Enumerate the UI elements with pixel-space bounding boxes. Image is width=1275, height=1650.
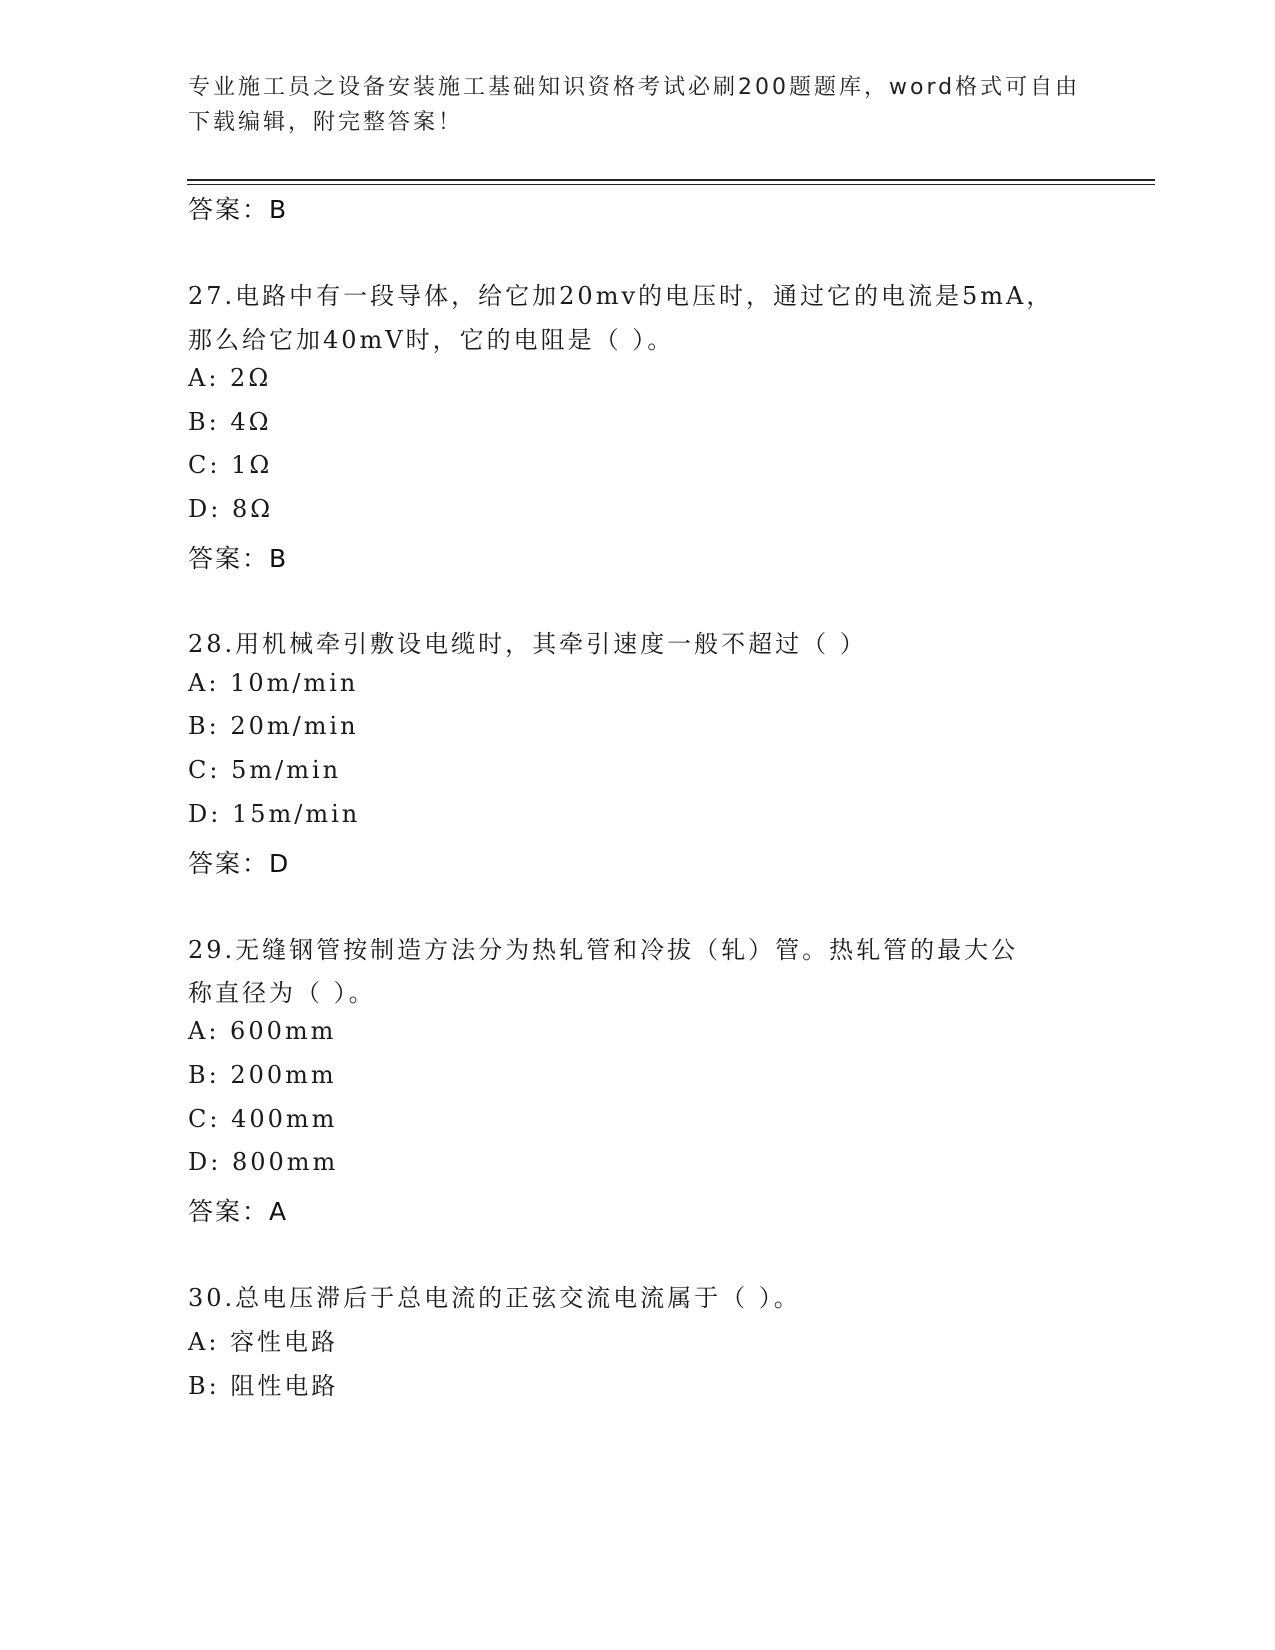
question-30-option-b: B: 阻性电路 — [188, 1372, 339, 1400]
question-27-option-b: B: 4Ω — [188, 408, 272, 436]
question-29-option-b: B: 200mm — [188, 1061, 337, 1089]
question-27-option-d: D: 8Ω — [188, 495, 274, 523]
question-27-option-a: A: 2Ω — [188, 364, 272, 392]
question-28-option-a: A: 10m/min — [188, 669, 359, 697]
question-30-option-a: A: 容性电路 — [188, 1328, 339, 1356]
question-27-stem-line-2: 那么给它加40mV时，它的电阻是（ ）。 — [188, 326, 675, 354]
answer-line: 答案：B — [188, 195, 289, 224]
question-28-answer: 答案：D — [188, 849, 291, 878]
question-28-option-b: B: 20m/min — [188, 712, 359, 740]
header-line-1: 专业施工员之设备安装施工基础知识资格考试必刷200题题库，word格式可自由 — [188, 75, 1081, 100]
question-29-option-d: D: 800mm — [188, 1148, 339, 1176]
question-30-stem-line-1: 30.总电压滞后于总电流的正弦交流电流属于（ ）。 — [188, 1284, 801, 1312]
header-rule-thick — [187, 179, 1155, 181]
question-27-stem-line-1: 27.电路中有一段导体，给它加20mv的电压时，通过它的电流是5mA， — [188, 282, 1054, 310]
question-29-stem-line-2: 称直径为（ ）。 — [188, 979, 376, 1007]
question-28-stem-line-1: 28.用机械牵引敷设电缆时，其牵引速度一般不超过（ ） — [188, 630, 867, 658]
question-28-option-d: D: 15m/min — [188, 800, 361, 828]
question-27-answer: 答案：B — [188, 544, 289, 573]
question-29-option-a: A: 600mm — [188, 1017, 337, 1045]
question-29-answer: 答案：A — [188, 1197, 289, 1226]
header-line-2: 下载编辑，附完整答案！ — [188, 110, 464, 135]
question-28-option-c: C: 5m/min — [188, 756, 342, 784]
header-rule-thin — [187, 184, 1155, 185]
question-29-stem-line-1: 29.无缝钢管按制造方法分为热轧管和冷拔（轧）管。热轧管的最大公 — [188, 936, 1019, 964]
question-29-option-c: C: 400mm — [188, 1105, 338, 1133]
question-27-option-c: C: 1Ω — [188, 451, 273, 479]
document-header — [188, 70, 1088, 140]
